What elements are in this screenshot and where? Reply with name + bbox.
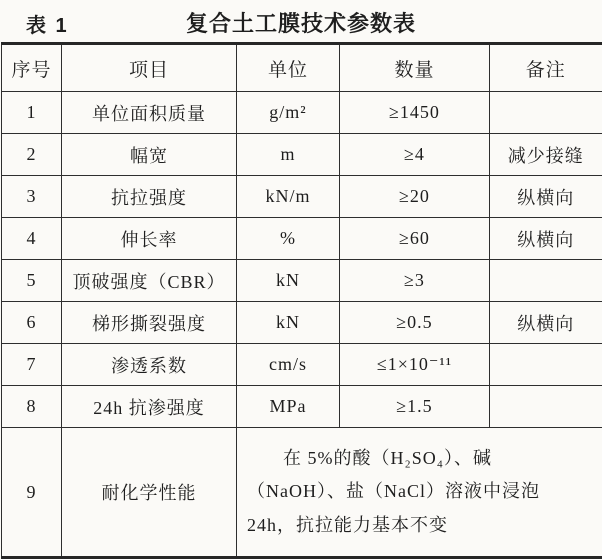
table-row xyxy=(2,218,602,260)
cell-item: 24h 抗渗强度 xyxy=(62,386,237,428)
cell-item: 耐化学性能 xyxy=(62,428,237,558)
table-row xyxy=(2,176,602,218)
cell-item: 抗拉强度 xyxy=(62,176,237,218)
cell-unit: g/m² xyxy=(237,92,340,134)
cell-item: 单位面积质量 xyxy=(62,92,237,134)
cell-item: 幅宽 xyxy=(62,134,237,176)
cell-quantity: ≥60 xyxy=(340,218,490,260)
header-cell-remark: 备注 xyxy=(490,44,602,92)
cell-remark: 纵横向 xyxy=(490,302,602,344)
cell-quantity: ≤1×10⁻¹¹ xyxy=(340,344,490,386)
table-row xyxy=(2,134,602,176)
cell-remark xyxy=(490,386,602,428)
cell-quantity: ≥1.5 xyxy=(340,386,490,428)
cell-item: 梯形撕裂强度 xyxy=(62,302,237,344)
cell-item: 伸长率 xyxy=(62,218,237,260)
table-row-merged xyxy=(2,428,602,558)
cell-unit: MPa xyxy=(237,386,340,428)
cell-chemical-description: 在 5%的酸（H₂SO₄）、碱（NaOH）、盐（NaCl）溶液中浸泡 24h，抗拉能力基本不变 xyxy=(237,428,602,558)
cell-no: 5 xyxy=(2,260,62,302)
cell-remark xyxy=(490,260,602,302)
header-cell-unit: 单位 xyxy=(237,44,340,92)
cell-no: 1 xyxy=(2,92,62,134)
cell-no: 3 xyxy=(2,176,62,218)
cell-remark xyxy=(490,344,602,386)
cell-unit: m xyxy=(237,134,340,176)
cell-remark xyxy=(490,92,602,134)
table-body xyxy=(2,92,602,558)
cell-no: 7 xyxy=(2,344,62,386)
cell-quantity: ≥20 xyxy=(340,176,490,218)
cell-no: 8 xyxy=(2,386,62,428)
cell-quantity: ≥1450 xyxy=(340,92,490,134)
cell-quantity: ≥3 xyxy=(340,260,490,302)
table-row xyxy=(2,386,602,428)
table-header xyxy=(2,44,602,92)
cell-remark: 纵横向 xyxy=(490,176,602,218)
header-row xyxy=(2,44,602,92)
cell-item: 渗透系数 xyxy=(62,344,237,386)
cell-unit: kN xyxy=(237,302,340,344)
table-number-label: 表 1 xyxy=(26,15,69,37)
cell-no: 2 xyxy=(2,134,62,176)
table-row xyxy=(2,302,602,344)
cell-item: 顶破强度（CBR） xyxy=(62,260,237,302)
cell-no: 6 xyxy=(2,302,62,344)
cell-no: 4 xyxy=(2,218,62,260)
cell-unit: kN/m xyxy=(237,176,340,218)
page-title: 复合土工膜技术参数表 xyxy=(185,11,416,36)
table-row xyxy=(2,260,602,302)
cell-quantity: ≥0.5 xyxy=(340,302,490,344)
cell-unit: kN xyxy=(237,260,340,302)
table-row xyxy=(2,92,602,134)
title-row xyxy=(0,7,602,40)
cell-no: 9 xyxy=(2,428,62,558)
cell-unit: cm/s xyxy=(237,344,340,386)
cell-quantity: ≥4 xyxy=(340,134,490,176)
cell-unit: % xyxy=(237,218,340,260)
header-cell-item: 项目 xyxy=(62,44,237,92)
header-cell-quantity: 数量 xyxy=(340,44,490,92)
cell-remark: 纵横向 xyxy=(490,218,602,260)
cell-remark: 减少接缝 xyxy=(490,134,602,176)
table-row xyxy=(2,344,602,386)
parameters-table xyxy=(1,42,602,559)
header-cell-no: 序号 xyxy=(2,44,62,92)
